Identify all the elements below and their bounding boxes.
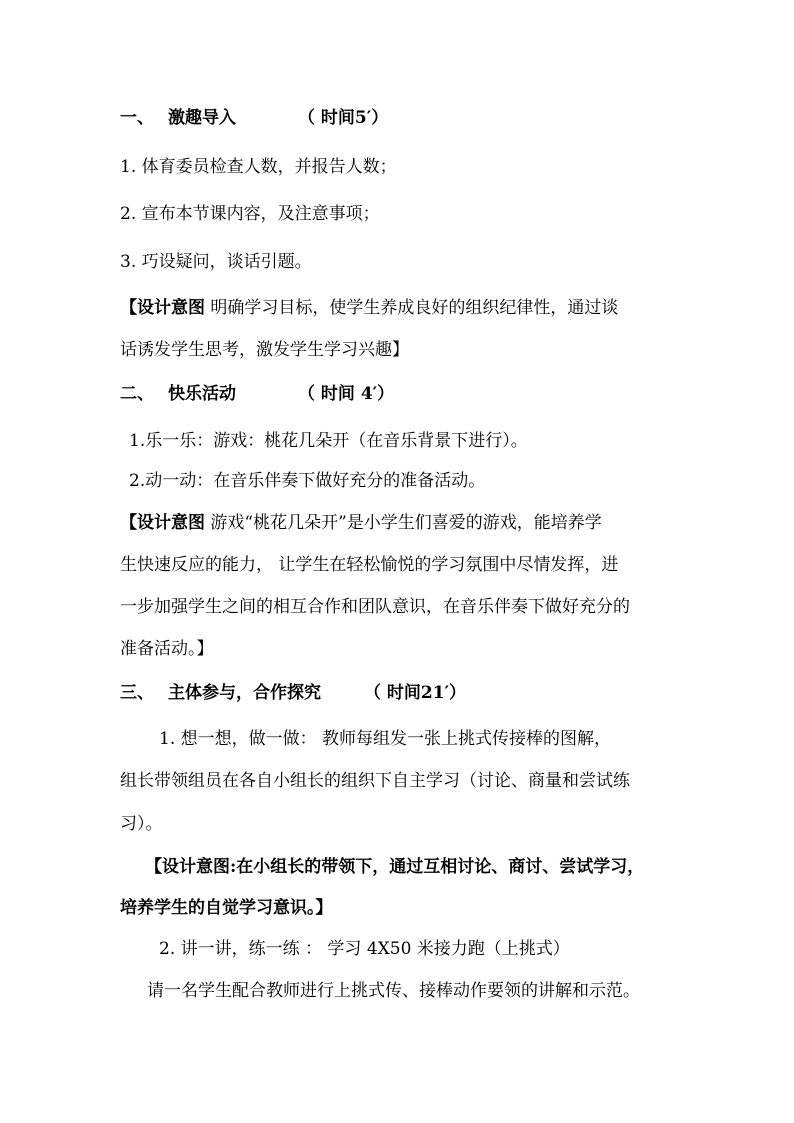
section-3-item-1-line-1: 1. 想一想，做一做： 教师每组发一张上挑式传接棒的图解， <box>159 729 612 749</box>
section-3-item-1-line-2: 组长带领组员在各自小组长的组织下自主学习（讨论、商量和尝试练 <box>120 771 630 791</box>
section-3-item-1-line-3: 习）。 <box>120 814 163 834</box>
section-1-design-line-2: 话诱发学生思考，激发学生学习兴趣】 <box>120 340 409 360</box>
section-1-design-line-1 <box>120 297 618 319</box>
section-2-design-line-4: 准备活动。】 <box>120 639 214 659</box>
section-3-design-line-1: 【设计意图:在小组长的带领下，通过互相讨论、商讨、尝试学习， <box>145 857 645 877</box>
section-3-item-2-description: 请一名学生配合教师进行上挑式传、接棒动作要领的讲解和示范。 <box>147 981 640 1001</box>
section-2-item-1: 1.乐一乐：游戏：桃花几朵开（在音乐背景下进行）。 <box>129 431 528 451</box>
section-2-design-text: 游戏“桃花几朵开”是小学生们喜爱的游戏，能培养学 <box>210 513 602 533</box>
section-2-number: 二、 <box>120 384 154 404</box>
section-2-title: 快乐活动 <box>168 384 236 404</box>
section-1-title: 激趣导入 <box>168 108 236 128</box>
section-2-design-line-2: 生快速反应的能力， 让学生在轻松愉悦的学习氛围中尽情发挥，进 <box>120 555 619 575</box>
section-1-heading <box>120 107 388 129</box>
section-1-time: （ 时间5′） <box>298 108 389 128</box>
section-1-item-1: 1. 体育委员检查人数，并报告人数； <box>120 157 397 177</box>
section-1-design-label: 【设计意图 <box>120 298 205 318</box>
section-3-item-2: 2. 讲一讲，练一练 ： 学习 4X50 米接力跑（上挑式） <box>159 939 570 959</box>
section-3-design-line-2: 培养学生的自觉学习意识。】 <box>120 898 333 918</box>
section-3-time: （ 时间21′） <box>364 683 467 703</box>
section-2-design-label: 【设计意图 <box>120 513 205 533</box>
section-2-heading <box>120 383 394 405</box>
section-2-item-2: 2.动一动：在音乐伴奏下做好充分的准备活动。 <box>129 471 486 491</box>
section-3-number: 三、 <box>120 683 154 703</box>
section-1-design-text: 明确学习目标，使学生养成良好的组织纪律性，通过谈 <box>210 298 619 318</box>
section-1-number: 一、 <box>120 108 154 128</box>
section-2-design-line-3: 一步加强学生之间的相互合作和团队意识，在音乐伴奏下做好充分的 <box>120 597 630 617</box>
section-3-title: 主体参与，合作探究 <box>168 683 321 703</box>
section-2-design-line-1 <box>120 512 602 534</box>
section-1-item-2: 2. 宣布本节课内容，及注意事项； <box>120 204 380 224</box>
section-2-time: （ 时间 4′） <box>298 384 395 404</box>
section-3-heading <box>120 682 466 704</box>
section-1-item-3: 3. 巧设疑问，谈话引题。 <box>120 252 312 272</box>
